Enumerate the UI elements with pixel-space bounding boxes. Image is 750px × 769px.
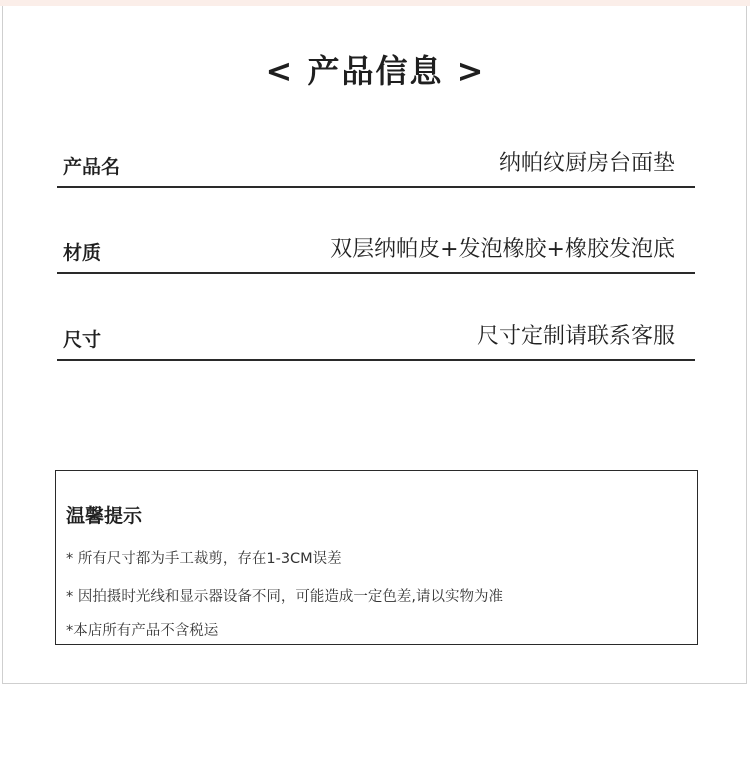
- tip-item: *本店所有产品不含税运: [66, 623, 219, 639]
- product-name-label: 产品名: [63, 156, 121, 178]
- size-row: [57, 319, 695, 361]
- product-name-row: [57, 146, 695, 188]
- material-label: 材质: [63, 242, 102, 264]
- tip-item: * 所有尺寸都为手工裁剪，存在1-3CM误差: [66, 551, 342, 567]
- size-label: 尺寸: [63, 329, 102, 351]
- tips-title: 温馨提示: [66, 505, 143, 527]
- product-name-value: 纳帕纹厨房台面垫: [498, 151, 675, 176]
- tip-item: * 因拍摄时光线和显示器设备不同，可能造成一定色差,请以实物为准: [66, 589, 503, 605]
- product-info-card: [2, 6, 747, 684]
- size-value: 尺寸定制请联系客服: [476, 324, 675, 349]
- page-title: < 产品信息 >: [265, 52, 486, 90]
- material-row: [57, 232, 695, 274]
- material-value: 双层纳帕皮+发泡橡胶+橡胶发泡底: [330, 237, 675, 262]
- tips-box: [55, 470, 698, 645]
